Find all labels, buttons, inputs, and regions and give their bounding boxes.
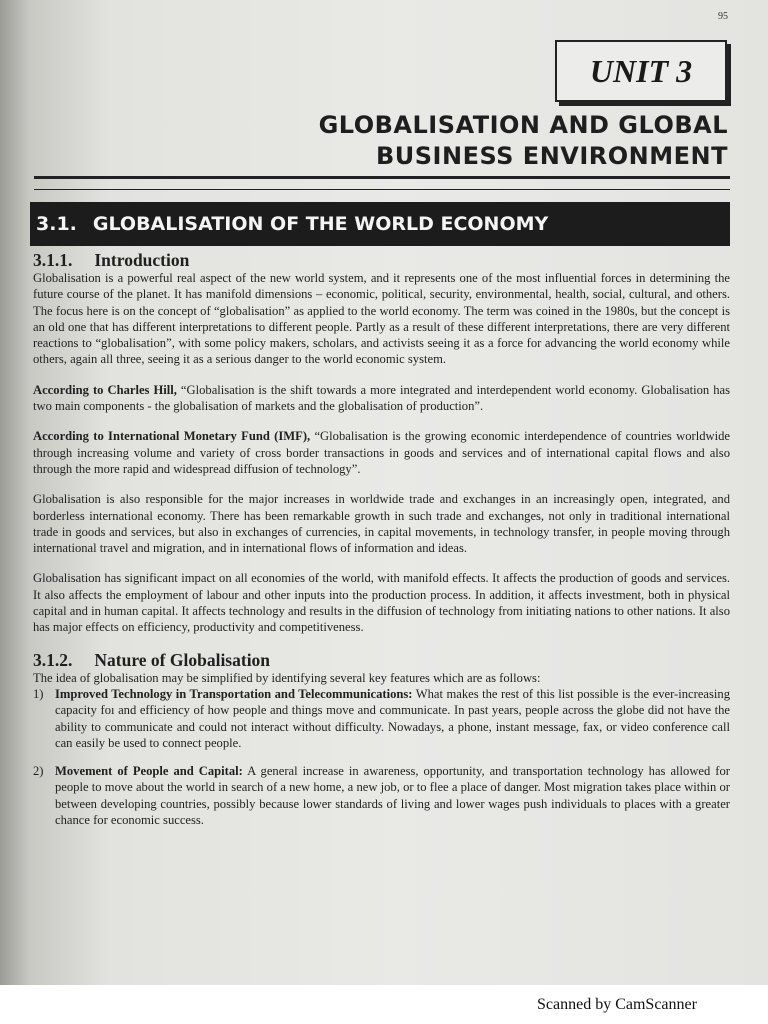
charles-hill-text: “Globalisation is the shift towards a more integrated and interdependent world economy. Globalisation has two main components - the globalisation of markets and the globalisation of production”. bbox=[33, 382, 730, 414]
list-item-lead: Improved Technology in Transportation and Telecommunications: bbox=[55, 686, 413, 701]
trade-paragraph: Globalisation is also responsible for the major increases in worldwide trade and exchanges in an increasingly open, integrated, and borderless international economy. There has been remarkable growth in such trade and exchanges, not only in traditional international trade in goods and services, but also in exchanges of currencies, in capital movements, in technology transfer, in people moving through international travel and migration, and in international flows of information and ideas. bbox=[33, 492, 730, 556]
list-item bbox=[33, 686, 730, 751]
page-title bbox=[319, 110, 728, 172]
introduction-number: 3.1.1. bbox=[33, 250, 73, 270]
list-item-body bbox=[55, 686, 730, 751]
nature-number: 3.1.2. bbox=[33, 649, 73, 670]
section-heading-bar bbox=[30, 202, 730, 246]
introduction-heading bbox=[33, 250, 730, 270]
unit-label-box bbox=[555, 40, 727, 102]
intro-paragraph: Globalisation is a powerful real aspect of the new world system, and it represents one of the most influential forces in determining the future course of the planet. It has manifold dimensions – economic, political, security, environmental, health, social, cultural, and others. The focus here is on the concept of “globalisation” as applied to the world economy. The term was coined in the 1980s, but the concept is an old one that has different interpretations to different people. Partly as a result of these different interpretations, there are very different reactions to “globalisation”, with some policy makers, scholars, and activists seeing it as a force for advancing the world economy while others, again all three, seeing it as a serious danger to the world economic system. bbox=[33, 271, 730, 367]
imf-text: “Globalisation is the growing economic interdependence of countries worldwide through increasing volume and variety of cross border transactions in goods and services and of international capital flows and also through the more rapid and widespread diffusion of technology”. bbox=[33, 429, 730, 476]
camscanner-watermark: Scanned by CamScanner bbox=[537, 996, 697, 1013]
list-item-lead: Movement of People and Capital: bbox=[55, 764, 243, 779]
list-marker: 1) bbox=[33, 686, 44, 701]
nature-intro: The idea of globalisation may be simplified by identifying several key features which are as follows: bbox=[33, 670, 541, 685]
page-number: 95 bbox=[718, 11, 728, 22]
list-item-body bbox=[55, 763, 730, 828]
imf-definition bbox=[33, 428, 730, 477]
list-item-text: A general increase in awareness, opportunity, and transportation technology has allowed for people to move about the world in search of a new home, a new job, or to flee a place of danger. Most migration takes place within or between developing countries, possibly because lower standards of living and lower wages push individuals to places with a greater chance for economic success. bbox=[55, 764, 730, 828]
introduction-title: Introduction bbox=[94, 250, 190, 270]
title-divider bbox=[34, 176, 730, 190]
title-line-1: GLOBALISATION AND GLOBAL bbox=[318, 111, 728, 139]
unit-label: UNIT 3 bbox=[589, 52, 693, 89]
section-number: 3.1. bbox=[36, 213, 77, 235]
title-line-2: BUSINESS ENVIRONMENT bbox=[375, 142, 728, 170]
impact-paragraph: Globalisation has significant impact on all economies of the world, with manifold effects. It affects the production of goods and services. It also affects the employment of labour and other inputs into the production process. In addition, it affects investment, both in physical capital and in human capital. It affects technology and results in the diffusion of technology from initiating nations to other nations. It also has major effects on efficiency, productivity and competitiveness. bbox=[33, 571, 730, 635]
charles-hill-definition bbox=[33, 382, 730, 415]
list-item-text: What makes the rest of this list possible is the ever-increasing capacity foı and efficiency of how people and things move and communicate. In past years, people across the globe did not have the ability to communicate and could not interact without difficulty. Nowadays, a phone, instant message, fax, or video conference call can easily be used to connect people. bbox=[55, 686, 730, 750]
list-marker: 2) bbox=[33, 764, 44, 779]
list-item bbox=[33, 763, 730, 828]
nature-title: Nature of Globalisation bbox=[94, 649, 271, 670]
charles-hill-lead: According to Charles Hill, bbox=[33, 382, 177, 397]
body-content bbox=[33, 250, 730, 840]
imf-lead: According to International Monetary Fund (IMF), bbox=[33, 429, 311, 444]
nature-heading bbox=[33, 650, 730, 670]
section-title: GLOBALISATION OF THE WORLD ECONOMY bbox=[92, 213, 549, 235]
